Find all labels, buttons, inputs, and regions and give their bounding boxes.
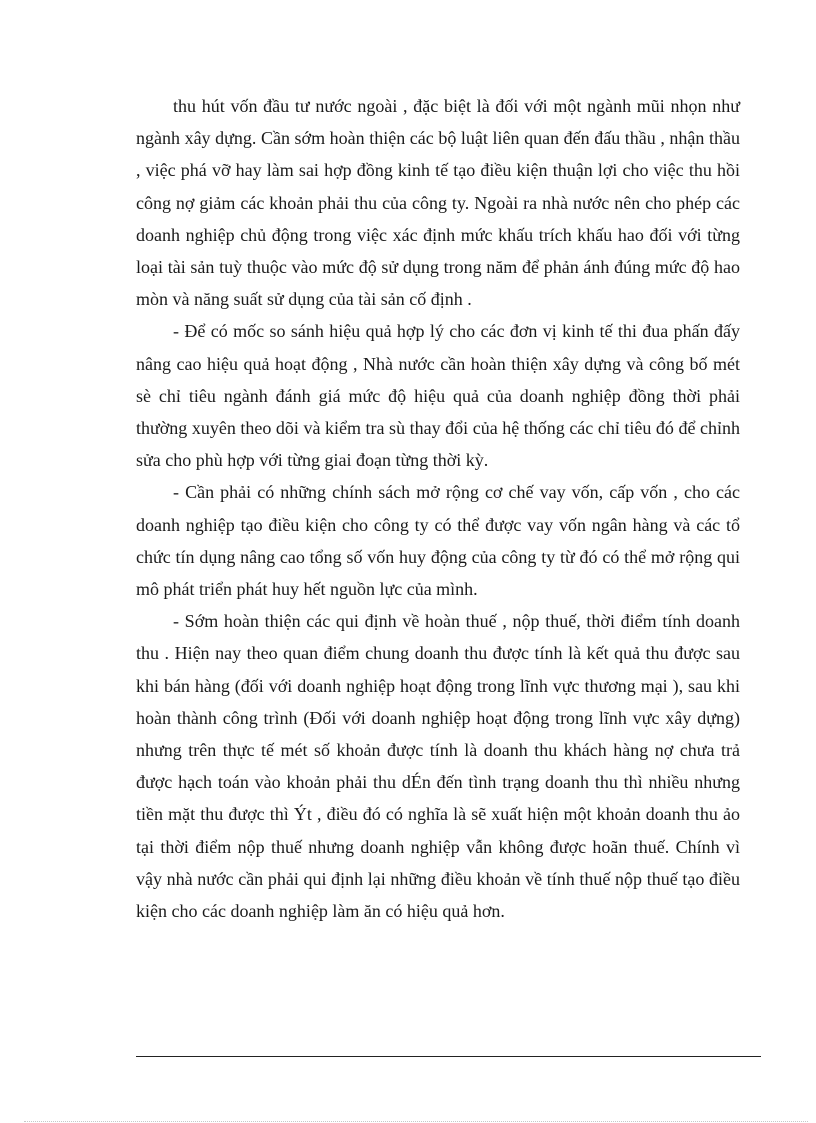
paragraph-1: thu hút vốn đầu tư nước ngoài , đặc biệt là đối với một ngành mũi nhọn như ngành xây dựng. Cần sớm hoàn thiện các bộ luật liên quan đến đấu thầu , nhận thầu , việc phá vỡ hay làm sai hợp đồng kinh tế tạo điều kiện thuận lợi cho việc thu hồi công nợ giảm các khoản phải thu của công ty. Ngoài ra nhà nước nên cho phép các doanh nghiệp chủ động trong việc xác định mức khấu trích khấu hao đối với từng loại tài sản tuỳ thuộc vào mức độ sử dụng trong năm để phản ánh đúng mức độ hao mòn và năng suất sử dụng của tài sản cố định . bbox=[136, 96, 740, 310]
paragraph-4: - Sớm hoàn thiện các qui định về hoàn thuế , nộp thuế, thời điểm tính doanh thu . Hiện nay theo quan điểm chung doanh thu được tính là kết quả thu được sau khi bán hàng (đối với doanh nghiệp hoạt động trong lĩnh vực thương mại ), sau khi hoàn thành công trình (Đối với doanh nghiệp hoạt động trong lĩnh vực xây dựng) nhưng trên thực tế mét số khoản được tính là doanh thu khách hàng nợ chưa trả được hạch toán vào khoản phải thu dÉn đến tình trạng doanh thu thì nhiều nhưng tiền mặt thu được thì Ýt , điều đó có nghĩa là sẽ xuất hiện một khoản doanh thu ảo tại thời điểm nộp thuế nhưng doanh nghiệp vẫn không được hoãn thuế. Chính vì vậy nhà nước cần phải qui định lại những điều khoản về tính thuế nộp thuế tạo điều kiện cho các doanh nghiệp làm ăn có hiệu quả hơn. bbox=[136, 611, 740, 922]
page-bottom-edge bbox=[24, 1121, 808, 1122]
footer-divider bbox=[136, 1056, 761, 1057]
paragraph-2: - Để có mốc so sánh hiệu quả hợp lý cho các đơn vị kinh tế thi đua phấn đấy nâng cao hiệu quả hoạt động , Nhà nước cần hoàn thiện xây dựng và công bố mét sè chỉ tiêu ngành đánh giá mức độ hiệu quả của doanh nghiệp đồng thời phải thường xuyên theo dõi và kiểm tra sù thay đổi của hệ thống các chỉ tiêu đó để chỉnh sửa cho phù hợp với từng giai đoạn từng thời kỳ. bbox=[136, 321, 740, 471]
paragraph-3: - Cần phải có những chính sách mở rộng cơ chế vay vốn, cấp vốn , cho các doanh nghiệp tạo điều kiện cho công ty có thể được vay vốn ngân hàng và các tổ chức tín dụng nâng cao tổng số vốn huy động của công ty từ đó có thể mở rộng qui mô phát triển phát huy hết nguồn lực của mình. bbox=[136, 482, 740, 600]
body-text bbox=[136, 90, 740, 927]
